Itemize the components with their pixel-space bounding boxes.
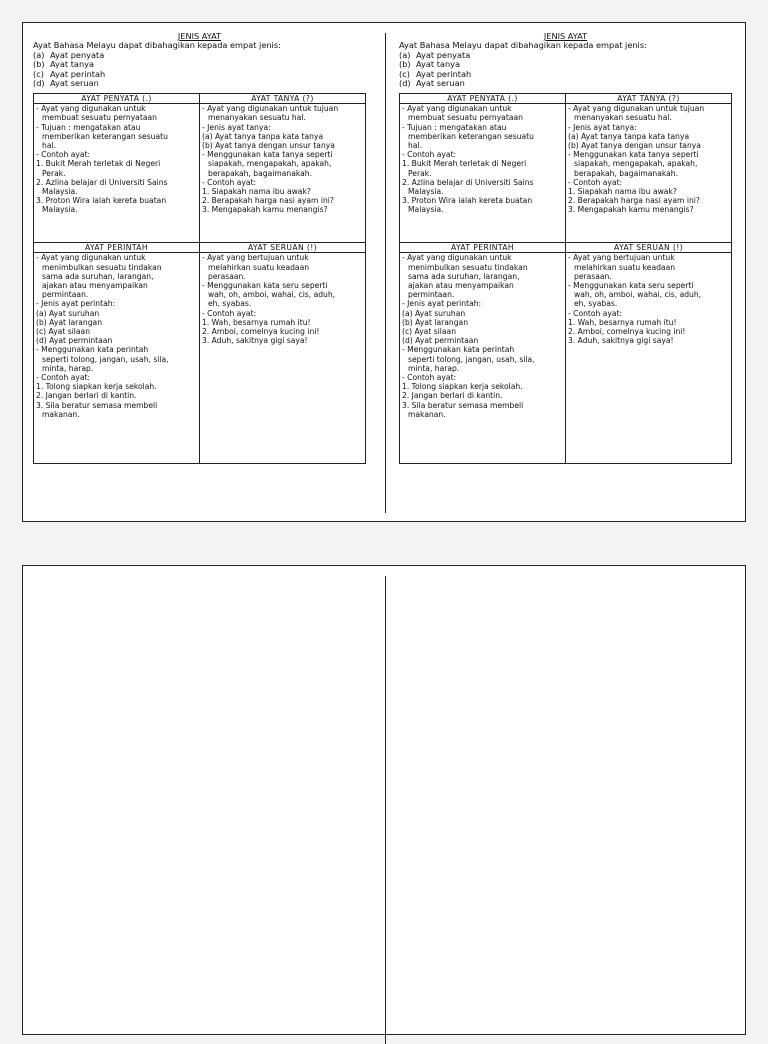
text-line: 1. Tolong siapkan kerja sekolah. bbox=[36, 382, 157, 392]
text-line: - Ayat yang digunakan untuk tujuan bbox=[568, 104, 705, 114]
text-line: - Jenis ayat perintah: bbox=[36, 299, 116, 309]
text-line: makanan. bbox=[42, 409, 80, 419]
cell-perintah bbox=[34, 253, 200, 464]
header-penyata: AYAT PENYATA (.) bbox=[400, 93, 566, 103]
text-line: melahirkan suatu keadaan bbox=[208, 262, 310, 272]
text-line: 2. Amboi, comelnya kucing ini! bbox=[568, 327, 686, 336]
text-line: (c) Ayat silaan bbox=[402, 327, 457, 336]
text-line: 2. Azlina belajar di Universiti Sains bbox=[36, 177, 168, 187]
text-line: (c) Ayat silaan bbox=[36, 327, 91, 336]
text-line: - Ayat yang bertujuan untuk bbox=[202, 253, 309, 263]
text-line: - Jenis ayat tanya: bbox=[568, 122, 637, 132]
text-line: 3. Sila beratur semasa membeli bbox=[402, 400, 524, 410]
text-line: - Ayat yang digunakan untuk bbox=[402, 253, 512, 263]
document-title: JENIS AYAT bbox=[543, 31, 588, 41]
left-copy bbox=[33, 31, 366, 464]
text-line: (d) Ayat permintaan bbox=[36, 336, 113, 346]
text-line: membuat sesuatu pernyataan bbox=[42, 113, 157, 123]
type-label: Ayat perintah bbox=[416, 68, 472, 79]
text-line: - Contoh ayat: bbox=[568, 177, 623, 187]
text-line: menanyakan sesuatu hal. bbox=[208, 113, 306, 123]
text-line: 1. Wah, besarnya rumah itu! bbox=[202, 317, 311, 327]
header-tanya: AYAT TANYA (?) bbox=[200, 93, 366, 103]
type-key: (b) bbox=[399, 59, 411, 70]
text-line: Malaysia. bbox=[408, 187, 444, 196]
text-line: menimbulkan sesuatu tindakan bbox=[42, 262, 162, 272]
text-line: 3. Aduh, sakitnya gigi saya! bbox=[202, 336, 308, 346]
text-line: 3. Aduh, sakitnya gigi saya! bbox=[568, 336, 674, 346]
text-line: - Contoh ayat: bbox=[402, 373, 457, 383]
header-seruan: AYAT SERUAN (!) bbox=[200, 243, 366, 253]
text-line: wah, oh, amboi, wahai, cis, aduh, bbox=[208, 290, 336, 300]
cell-seruan bbox=[566, 253, 732, 464]
text-line: menanyakan sesuatu hal. bbox=[574, 113, 672, 123]
text-line: (a) Ayat tanya tanpa kata tanya bbox=[568, 131, 690, 141]
text-line: minta, harap. bbox=[42, 363, 94, 373]
type-label: Ayat tanya bbox=[50, 59, 94, 70]
text-line: Malaysia. bbox=[42, 187, 78, 196]
fold-line bbox=[385, 33, 386, 513]
cell-perintah bbox=[400, 253, 566, 464]
type-label: Ayat penyata bbox=[50, 49, 105, 60]
text-line: 1. Bukit Merah terletak di Negeri bbox=[36, 159, 161, 169]
text-line: - Jenis ayat perintah: bbox=[402, 299, 482, 309]
text-line: eh, syabas. bbox=[574, 299, 618, 309]
cell-penyata bbox=[400, 104, 566, 243]
text-line: - Contoh ayat: bbox=[202, 308, 257, 318]
text-line: 1. Tolong siapkan kerja sekolah. bbox=[402, 382, 523, 392]
header-penyata: AYAT PENYATA (.) bbox=[34, 93, 200, 103]
intro-text bbox=[33, 41, 366, 89]
text-line: - Jenis ayat tanya: bbox=[202, 122, 271, 132]
text-line: siapakah, mengapakah, apakah, bbox=[574, 159, 698, 169]
text-line: - Contoh ayat: bbox=[402, 150, 457, 160]
text-line: 3. Proton Wira ialah kereta buatan bbox=[402, 196, 533, 206]
text-line: 2. Azlina belajar di Universiti Sains bbox=[402, 177, 534, 187]
type-key: (c) bbox=[33, 68, 44, 79]
text-line: permintaan. bbox=[408, 290, 455, 300]
intro-sentence: Ayat Bahasa Melayu dapat dibahagikan kepada empat jenis: bbox=[399, 40, 647, 50]
text-line: (b) Ayat tanya dengan unsur tanya bbox=[568, 140, 701, 150]
text-line: wah, oh, amboi, wahai, cis, aduh, bbox=[574, 290, 702, 300]
header-perintah: AYAT PERINTAH bbox=[34, 243, 200, 253]
text-line: - Menggunakan kata perintah bbox=[402, 345, 515, 355]
text-line: berapakah, bagaimanakah. bbox=[208, 168, 313, 178]
cell-seruan bbox=[200, 253, 366, 464]
text-line: - Menggunakan kata perintah bbox=[36, 345, 149, 355]
text-line: Perak. bbox=[408, 168, 432, 178]
text-line: 3. Sila beratur semasa membeli bbox=[36, 400, 158, 410]
text-line: 3. Mengapakah kamu menangis? bbox=[568, 205, 694, 215]
type-key: (a) bbox=[33, 49, 45, 60]
type-label: Ayat perintah bbox=[50, 68, 106, 79]
type-label: Ayat seruan bbox=[50, 78, 99, 89]
type-key: (d) bbox=[33, 78, 45, 89]
text-line: minta, harap. bbox=[408, 363, 460, 373]
sentence-types-table bbox=[399, 93, 732, 464]
text-line: 1. Bukit Merah terletak di Negeri bbox=[402, 159, 527, 169]
text-line: 3. Mengapakah kamu menangis? bbox=[202, 205, 328, 215]
text-line: 1. Wah, besarnya rumah itu! bbox=[568, 317, 677, 327]
text-line: (b) Ayat tanya dengan unsur tanya bbox=[202, 140, 335, 150]
cell-tanya bbox=[200, 104, 366, 243]
text-line: memberikan keterangan sesuatu bbox=[42, 131, 168, 141]
text-line: - Ayat yang digunakan untuk tujuan bbox=[202, 104, 339, 114]
right-copy bbox=[399, 31, 732, 464]
header-tanya: AYAT TANYA (?) bbox=[566, 93, 732, 103]
text-line: - Menggunakan kata tanya seperti bbox=[568, 150, 699, 160]
text-line: - Contoh ayat: bbox=[202, 177, 257, 187]
type-list bbox=[33, 51, 366, 89]
text-line: perasaan. bbox=[574, 271, 612, 281]
text-line: perasaan. bbox=[208, 271, 246, 281]
text-line: - Menggunakan kata seru seperti bbox=[202, 280, 328, 290]
cell-tanya bbox=[566, 104, 732, 243]
text-line: seperti tolong, jangan, usah, sila, bbox=[42, 354, 169, 364]
type-key: (b) bbox=[33, 59, 45, 70]
text-line: berapakah, bagaimanakah. bbox=[574, 168, 679, 178]
text-line: - Tujuan : mengatakan atau bbox=[36, 122, 141, 132]
header-perintah: AYAT PERINTAH bbox=[400, 243, 566, 253]
text-line: ajakan atau menyampaikan bbox=[42, 280, 148, 290]
text-line: - Tujuan : mengatakan atau bbox=[402, 122, 507, 132]
text-line: membuat sesuatu pernyataan bbox=[408, 113, 523, 123]
text-line: 2. Jangan berlari di kantin. bbox=[402, 391, 503, 401]
text-line: - Contoh ayat: bbox=[36, 373, 91, 383]
text-line: (b) Ayat larangan bbox=[36, 317, 103, 327]
text-line: melahirkan suatu keadaan bbox=[574, 262, 676, 272]
text-line: ajakan atau menyampaikan bbox=[408, 280, 514, 290]
text-line: - Contoh ayat: bbox=[36, 150, 91, 160]
text-line: 2. Amboi, comelnya kucing ini! bbox=[202, 327, 320, 336]
text-line: hal. bbox=[42, 140, 56, 150]
type-key: (c) bbox=[399, 68, 410, 79]
text-line: Perak. bbox=[42, 168, 66, 178]
text-line: (a) Ayat suruhan bbox=[36, 308, 100, 318]
sentence-types-table bbox=[33, 93, 366, 464]
text-line: 2. Berapakah harga nasi ayam ini? bbox=[568, 196, 700, 206]
type-item bbox=[33, 79, 366, 89]
text-line: seperti tolong, jangan, usah, sila, bbox=[408, 354, 535, 364]
text-line: - Ayat yang digunakan untuk bbox=[402, 104, 512, 114]
text-line: siapakah, mengapakah, apakah, bbox=[208, 159, 332, 169]
type-key: (d) bbox=[399, 78, 411, 89]
intro-text bbox=[399, 41, 732, 89]
type-label: Ayat penyata bbox=[416, 49, 471, 60]
text-line: - Contoh ayat: bbox=[568, 308, 623, 318]
text-line: - Menggunakan kata tanya seperti bbox=[202, 150, 333, 160]
text-line: Malaysia. bbox=[408, 205, 444, 215]
text-line: sama ada suruhan, larangan, bbox=[408, 271, 520, 281]
type-list bbox=[399, 51, 732, 89]
type-label: Ayat tanya bbox=[416, 59, 460, 70]
cell-penyata bbox=[34, 104, 200, 243]
text-line: makanan. bbox=[408, 409, 446, 419]
text-line: (a) Ayat tanya tanpa kata tanya bbox=[202, 131, 324, 141]
text-line: - Ayat yang bertujuan untuk bbox=[568, 253, 675, 263]
text-line: (d) Ayat permintaan bbox=[402, 336, 479, 346]
text-line: Malaysia. bbox=[42, 205, 78, 215]
document-title: JENIS AYAT bbox=[177, 31, 222, 41]
text-line: 2. Berapakah harga nasi ayam ini? bbox=[202, 196, 334, 206]
type-label: Ayat seruan bbox=[416, 78, 465, 89]
text-line: sama ada suruhan, larangan, bbox=[42, 271, 154, 281]
top-sheet bbox=[22, 22, 746, 522]
header-seruan: AYAT SERUAN (!) bbox=[566, 243, 732, 253]
text-line: 1. Siapakah nama ibu awak? bbox=[202, 187, 311, 196]
type-item bbox=[399, 79, 732, 89]
text-line: - Ayat yang digunakan untuk bbox=[36, 104, 146, 114]
bottom-sheet bbox=[22, 565, 746, 1035]
intro-sentence: Ayat Bahasa Melayu dapat dibahagikan kepada empat jenis: bbox=[33, 40, 281, 50]
text-line: menimbulkan sesuatu tindakan bbox=[408, 262, 528, 272]
text-line: permintaan. bbox=[42, 290, 89, 300]
text-line: 1. Siapakah nama ibu awak? bbox=[568, 187, 677, 196]
type-key: (a) bbox=[399, 49, 411, 60]
text-line: eh, syabas. bbox=[208, 299, 252, 309]
text-line: 3. Proton Wira ialah kereta buatan bbox=[36, 196, 167, 206]
text-line: - Ayat yang digunakan untuk bbox=[36, 253, 146, 263]
fold-line-bottom bbox=[385, 576, 386, 1044]
text-line: (a) Ayat suruhan bbox=[402, 308, 466, 318]
text-line: - Menggunakan kata seru seperti bbox=[568, 280, 694, 290]
text-line: 2. Jangan berlari di kantin. bbox=[36, 391, 137, 401]
text-line: hal. bbox=[408, 140, 422, 150]
text-line: memberikan keterangan sesuatu bbox=[408, 131, 534, 141]
text-line: (b) Ayat larangan bbox=[402, 317, 469, 327]
